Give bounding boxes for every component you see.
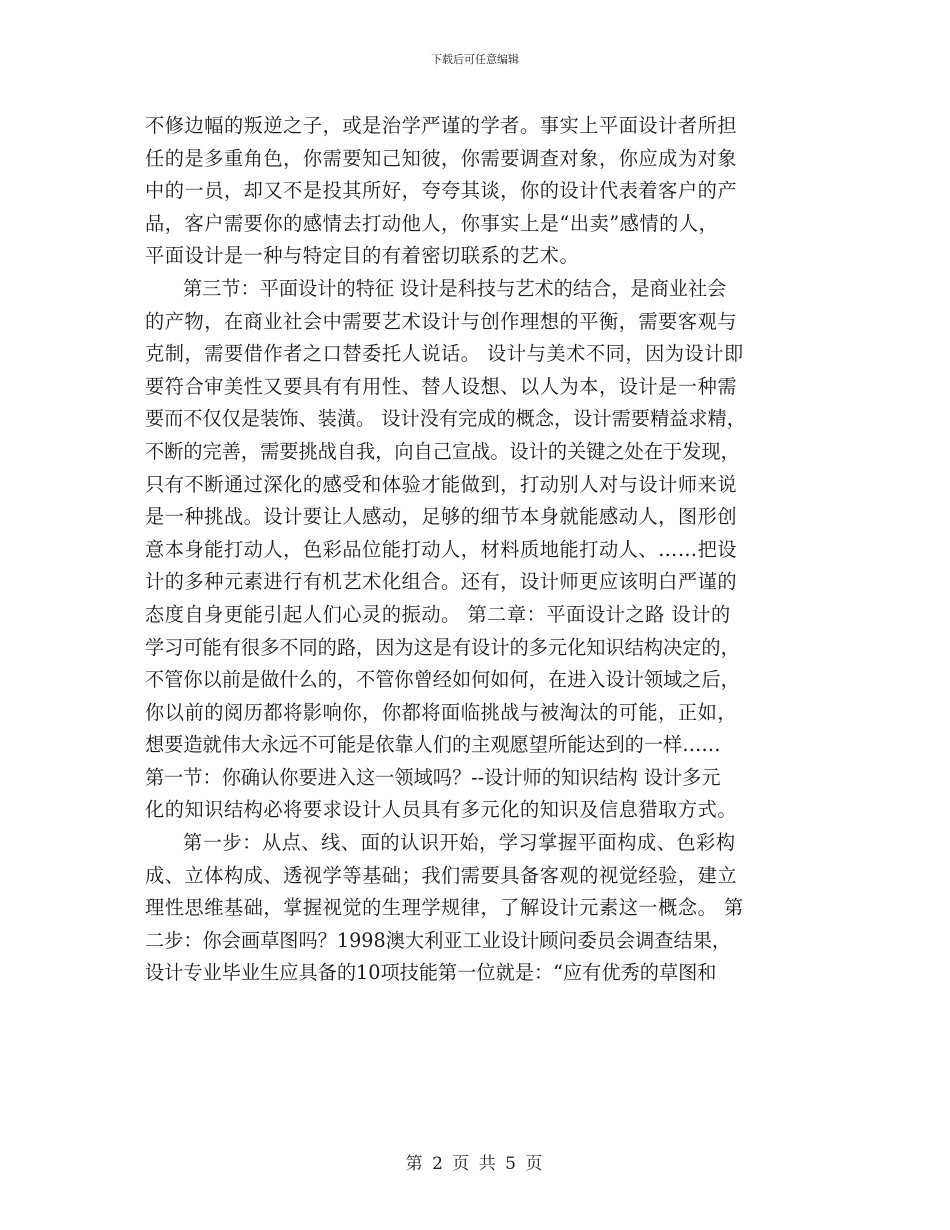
text-line: 不管你以前是做什么的，不管你曾经如何如何，在进入设计领域之后， xyxy=(145,668,740,692)
text-line: 成、立体构成、透视学等基础；我们需要具备客观的视觉经验，建立 xyxy=(145,863,738,887)
text-line: 任的是多重角色，你需要知己知彼，你需要调查对象，你应成为对象 xyxy=(145,146,738,170)
text-line: 第一节：你确认你要进入这一领域吗？--设计师的知识结构 设计多元 xyxy=(145,765,721,789)
page-number-footer: 第 2 页 共 5 页 xyxy=(405,1154,545,1174)
text-line: 第一步：从点、线、面的认识开始，学习掌握平面构成、色彩构 xyxy=(183,831,736,855)
text-line: 学习可能有很多不同的路，因为这是有设计的多元化知识结构决定的， xyxy=(145,635,740,659)
text-line: 是一种挑战。设计要让人感动，足够的细节本身就能感动人，图形创 xyxy=(145,505,738,529)
text-line: 只有不断通过深化的感受和体验才能做到，打动别人对与设计师来说 xyxy=(145,472,738,496)
text-line: 克制，需要借作者之口替委托人说话。 设计与美术不同，因为设计即 xyxy=(145,342,744,366)
text-line: 二步：你会画草图吗？1998澳大利亚工业设计顾问委员会调查结果， xyxy=(145,928,732,952)
text-line: 品，客户需要你的感情去打动他人，你事实上是“出卖”感情的人， xyxy=(145,211,719,235)
text-line: 要而不仅仅是装饰、装潢。 设计没有完成的概念，设计需要精益求精， xyxy=(145,407,746,431)
text-line: 想要造就伟大永远不可能是依靠人们的主观愿望所能达到的一样…… xyxy=(145,733,721,757)
text-line: 化的知识结构必将要求设计人员具有多元化的知识及信息猎取方式。 xyxy=(145,798,738,822)
text-line: 意本身能打动人，色彩品位能打动人，材料质地能打动人、……把设 xyxy=(145,537,738,561)
text-line: 理性思维基础，掌握视觉的生理学规律，了解设计元素这一概念。 第 xyxy=(145,896,744,920)
text-line: 你以前的阅历都将影响你，你都将面临挑战与被淘汰的可能，正如， xyxy=(145,700,738,724)
text-line: 不断的完善，需要挑战自我，向自己宣战。设计的关键之处在于发现， xyxy=(145,439,740,463)
text-line: 平面设计是一种与特定目的有着密切联系的艺术。 xyxy=(145,244,580,268)
text-line: 设计专业毕业生应具备的10项技能第一位就是：“应有优秀的草图和 xyxy=(145,961,717,985)
text-line: 第三节：平面设计的特征 设计是科技与艺术的结合，是商业社会 xyxy=(183,276,727,300)
page-header: 下载后可任意编辑 xyxy=(431,53,519,66)
text-line: 计的多种元素进行有机艺术化组合。还有，设计师更应该明白严谨的 xyxy=(145,570,738,594)
text-line: 不修边幅的叛逆之子，或是治学严谨的学者。事实上平面设计者所担 xyxy=(145,114,738,137)
document-body xyxy=(145,110,817,990)
text-line: 的产物，在商业社会中需要艺术设计与创作理想的平衡，需要客观与 xyxy=(145,309,738,333)
text-line: 中的一员，却又不是投其所好，夸夸其谈，你的设计代表着客户的产 xyxy=(145,179,738,203)
text-line: 态度自身更能引起人们心灵的振动。 第二章：平面设计之路 设计的 xyxy=(145,602,731,626)
text-line: 要符合审美性又要具有有用性、替人设想、以人为本，设计是一种需 xyxy=(145,374,738,398)
